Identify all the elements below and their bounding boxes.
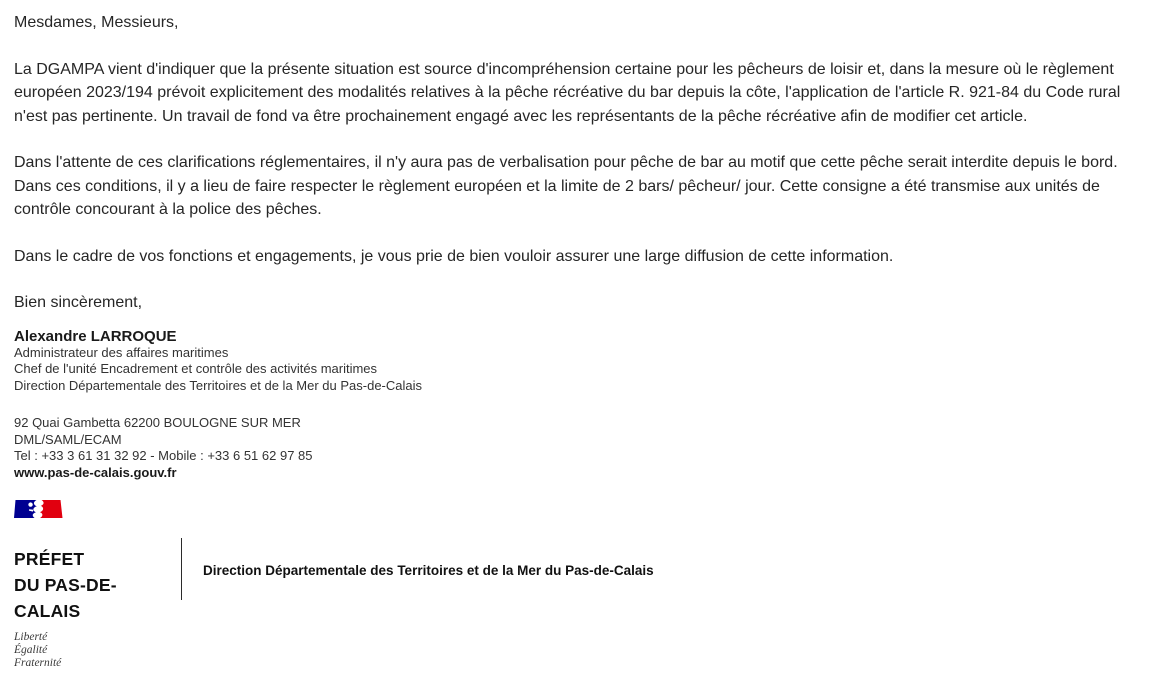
body-paragraph: Dans le cadre de vos fonctions et engagements, je vous prie de bien vouloir assurer une large diffusion de cette information. <box>14 247 894 265</box>
official-footer <box>14 538 1142 669</box>
closing-formula: Bien sincèrement, <box>14 294 143 311</box>
contact-block <box>14 415 1142 481</box>
prefet-line2: DU PAS-DE-CALAIS <box>14 575 117 621</box>
body-paragraph: Dans l'attente de ces clarifications réglementaires, il n'y aura pas de verbalisation pour pêche de bar au motif que cette pêche serait interdite depuis le bord. <box>14 154 1118 171</box>
website-url: www.pas-de-calais.gouv.fr <box>14 464 177 480</box>
prefet-line1: PRÉFET <box>14 549 85 569</box>
republic-motto <box>14 631 181 669</box>
body-paragraph: La DGAMPA vient d'indiquer que la présente situation est source d'incompréhension certaine pour les pêcheurs de loisir et, dans la mesure où le règlement européen 2023/194 prévoit explicitement des modalités relatives à la pêche récréative du bar depuis la côte, l'application de l'article R. 921-84 du Code rural n'est pas pertinente. Un travail de fond va être prochainement engagé avec les représentants de la pêche récréative afin de modifier cet article. <box>14 60 1121 125</box>
signature-block <box>14 328 1142 482</box>
service-code: DML/SAML/ECAM <box>14 431 122 447</box>
body-paragraph: Dans ces conditions, il y a lieu de faire respecter le règlement européen et la limite de 2 bars/ pêcheur/ jour. Cette consigne a été transmise aux unités de contrôle concourant à la police des pêches. <box>14 177 1100 218</box>
motto-line: Liberté <box>14 631 48 643</box>
motto-line: Égalité <box>14 643 48 656</box>
phone-numbers: Tel : +33 3 61 31 32 92 - Mobile : +33 6 51 62 97 85 <box>14 448 313 463</box>
postal-address: 92 Quai Gambetta 62200 BOULOGNE SUR MER <box>14 415 301 430</box>
direction-name: Direction Départementale des Territoires et de la Mer du Pas-de-Calais <box>203 563 654 578</box>
sender-title: Direction Départementale des Territoires et de la Mer du Pas-de-Calais <box>14 377 423 393</box>
sender-name: Alexandre LARROQUE <box>14 327 177 345</box>
motto-line: Fraternité <box>14 656 62 669</box>
sender-title: Administrateur des affaires maritimes <box>14 344 229 360</box>
french-government-flag-icon <box>14 500 63 518</box>
prefet-title <box>14 538 181 624</box>
salutation: Mesdames, Messieurs, <box>14 14 179 31</box>
sender-title: Chef de l'unité Encadrement et contrôle des activités maritimes <box>14 361 378 376</box>
prefet-block <box>14 538 181 669</box>
